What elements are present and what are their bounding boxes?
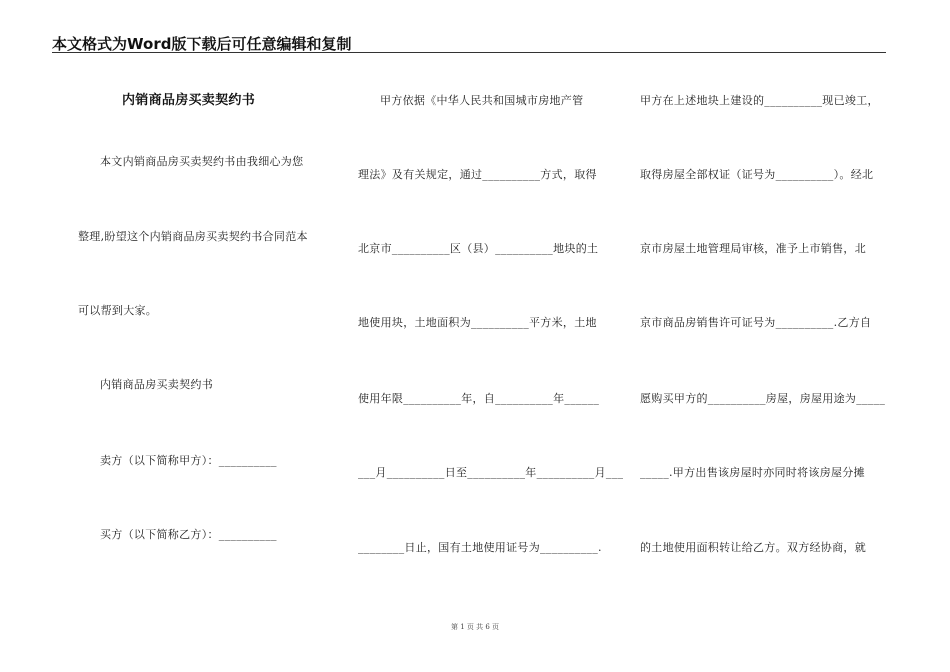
text-line: 的土地使用面积转让给乙方。双方经协商，就	[640, 541, 866, 554]
page-number: 第 1 页 共 6 页	[450, 623, 500, 631]
section-heading: 内销商品房买卖契约书	[100, 378, 213, 391]
text-line: _____.甲方出售该房屋时亦同时将该房屋分摊	[640, 466, 865, 479]
seller-field: 卖方（以下简称甲方）：__________	[100, 454, 277, 467]
text-line: ___月__________日至__________年__________月___	[358, 466, 624, 479]
buyer-field: 买方（以下简称乙方）：__________	[100, 528, 277, 541]
text-line: 本文内销商品房买卖契约书由我细心为您	[100, 155, 304, 168]
text-line: 理法》及有关规定，通过__________方式，取得	[358, 168, 597, 181]
text-line: ________日止，国有土地使用证号为__________.	[358, 541, 602, 554]
document-header-title: 本文格式为Word版下载后可任意编辑和复制	[52, 35, 352, 53]
text-line: 可以帮到大家。	[78, 304, 158, 317]
text-line: 地使用块，土地面积为__________平方米，土地	[358, 316, 597, 329]
text-line: 整理,盼望这个内销商品房买卖契约书合同范本	[78, 230, 308, 243]
text-line: 使用年限__________年，自__________年______	[358, 392, 600, 405]
header-divider	[52, 52, 886, 53]
text-line: 愿购买甲方的__________房屋，房屋用途为_____	[640, 392, 886, 405]
text-line: 京市房屋土地管理局审核，准予上市销售，北	[640, 242, 866, 255]
text-line: 甲方在上述地块上建设的__________现已竣工，	[640, 94, 879, 107]
text-line: 甲方依据《中华人民共和国城市房地产管	[380, 94, 584, 107]
document-title: 内销商品房买卖契约书	[122, 93, 256, 108]
text-line: 北京市__________区（县）__________地块的土	[358, 242, 599, 255]
text-line: 京市商品房销售许可证号为__________.乙方自	[640, 316, 872, 329]
text-line: 取得房屋全部权证（证号为__________）。经北	[640, 168, 874, 181]
